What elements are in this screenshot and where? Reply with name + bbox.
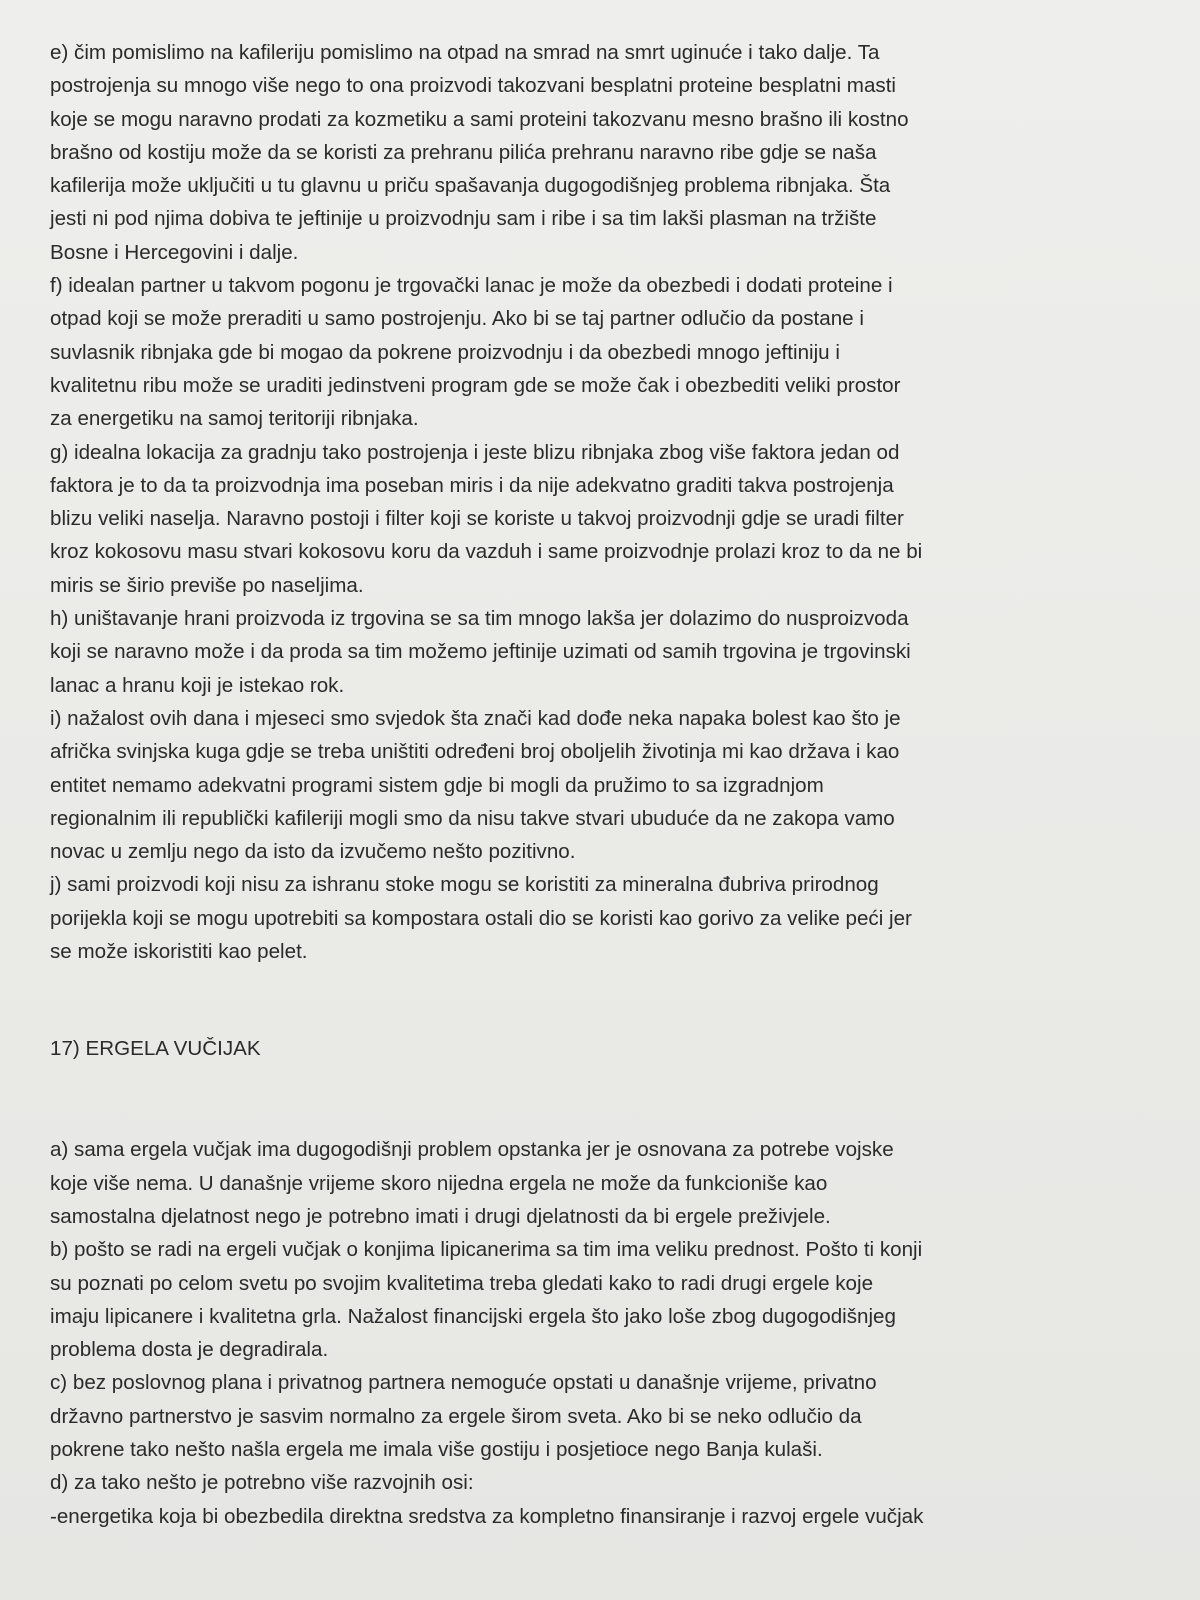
text-line: c) bez poslovnog plana i privatnog partnera nemoguće opstati u današnje vrijeme, privatno (50, 1371, 877, 1395)
section-17-heading: 17) ERGELA VUČIJAK (50, 1037, 261, 1061)
text-line: koje se mogu naravno prodati za kozmetiku a sami proteini takozvanu mesno brašno ili kostno (50, 107, 909, 131)
text-line: f) idealan partner u takvom pogonu je trgovački lanac je može da obezbedi i dodati proteine i (50, 274, 893, 298)
text-line: kroz kokosovu masu stvari kokosovu koru da vazduh i same proizvodnje prolazi kroz to da ne bi (50, 540, 923, 564)
text-line: jesti ni pod njima dobiva te jeftinije u proizvodnju sam i ribe i sa tim lakši plasman na tržište (50, 207, 877, 231)
text-line: faktora je to da ta proizvodnja ima poseban miris i da nije adekvatno graditi takva postrojenja (50, 473, 894, 497)
text-line: afrička svinjska kuga gdje se treba uništiti određeni broj oboljelih životinja mi kao država i kao (50, 740, 900, 764)
text-line: kafilerija može uključiti u tu glavnu u priču spašavanja dugogodišnjeg problema ribnjaka. Šta (50, 174, 891, 198)
text-line: problema dosta je degradirala. (50, 1338, 329, 1362)
text-line: koji se naravno može i da proda sa tim možemo jeftinije uzimati od samih trgovina je trgovinski (50, 640, 911, 664)
text-line: d) za tako nešto je potrebno više razvojnih osi: (50, 1471, 474, 1495)
text-line: a) sama ergela vučjak ima dugogodišnji problem opstanka jer je osnovana za potrebe vojske (50, 1138, 894, 1162)
text-line: miris se širio previše po naseljima. (50, 573, 364, 597)
text-line: otpad koji se može preraditi u samo postrojenju. Ako bi se taj partner odlučio da postane i (50, 307, 864, 331)
text-line: porijekla koji se mogu upotrebiti sa kompostara ostali dio se koristi kao gorivo za velike peći jer (50, 906, 912, 930)
text-line: su poznati po celom svetu po svojim kvalitetima treba gledati kako to radi drugi ergele koje (50, 1271, 874, 1295)
text-line: lanac a hranu koji je istekao rok. (50, 673, 345, 697)
text-line: j) sami proizvodi koji nisu za ishranu stoke mogu se koristiti za mineralna đubriva prirodnog (50, 873, 879, 897)
text-line: b) pošto se radi na ergeli vučjak o konjima lipicanerima sa tim ima veliku prednost. Pošto ti konji (50, 1238, 923, 1262)
text-line: državno partnerstvo je sasvim normalno za ergele širom sveta. Ako bi se neko odlučio da (50, 1404, 862, 1428)
text-line: brašno od kostiju može da se koristi za prehranu pilića prehranu naravno ribe gdje se naša (50, 140, 877, 164)
text-line: Bosne i Hercegovini i dalje. (50, 240, 299, 264)
text-line: suvlasnik ribnjaka gde bi mogao da pokrene proizvodnju i da obezbedi mnogo jeftiniju i (50, 340, 840, 364)
text-line: novac u zemlju nego da isto da izvučemo nešto pozitivno. (50, 840, 576, 864)
text-line: entitet nemamo adekvatni programi sistem gdje bi mogli da pružimo to sa izgradnjom (50, 773, 824, 797)
text-line: kvalitetnu ribu može se uraditi jedinstveni program gde se može čak i obezbediti veliki prostor (50, 373, 901, 397)
text-line: postrojenja su mnogo više nego to ona proizvodi takozvani besplatni proteine besplatni masti (50, 74, 897, 98)
text-line: blizu veliki naselja. Naravno postoji i filter koji se koriste u takvoj proizvodnji gdje se uradi filter (50, 507, 904, 531)
text-line: h) uništavanje hrani proizvoda iz trgovina se sa tim mnogo lakša jer dolazimo do nusproizvoda (50, 607, 909, 631)
text-line: regionalnim ili republički kafileriji mogli smo da nisu takve stvari ubuduće da ne zakopa vamo (50, 806, 895, 830)
section-16-paragraphs (50, 36, 1160, 968)
text-line: imaju lipicanere i kvalitetna grla. Nažalost financijski ergela što jako loše zbog dugogodišnjeg (50, 1304, 896, 1328)
text-line: i) nažalost ovih dana i mjeseci smo svjedok šta znači kad dođe neka napaka bolest kao što je (50, 706, 901, 730)
text-line: se može iskoristiti kao pelet. (50, 940, 308, 964)
text-line: koje više nema. U današnje vrijeme skoro nijedna ergela ne može da funkcioniše kao (50, 1171, 828, 1195)
text-line: g) idealna lokacija za gradnju tako postrojenja i jeste blizu ribnjaka zbog više faktora jedan od (50, 440, 900, 464)
text-line: e) čim pomislimo na kafileriju pomislimo na otpad na smrad na smrt uginuće i tako dalje. Ta (50, 41, 880, 64)
text-line: samostalna djelatnost nego je potrebno imati i drugi djelatnosti da bi ergele preživjele. (50, 1204, 831, 1228)
text-line: -energetika koja bi obezbedila direktna sredstva za kompletno finansiranje i razvoj ergele vučjak (50, 1504, 924, 1528)
section-17-paragraphs (50, 1133, 1160, 1533)
text-line: za energetiku na samoj teritoriji ribnjaka. (50, 407, 419, 431)
text-line: pokrene tako nešto našla ergela me imala više gostiju i posjetioce nego Banja kulaši. (50, 1437, 823, 1461)
